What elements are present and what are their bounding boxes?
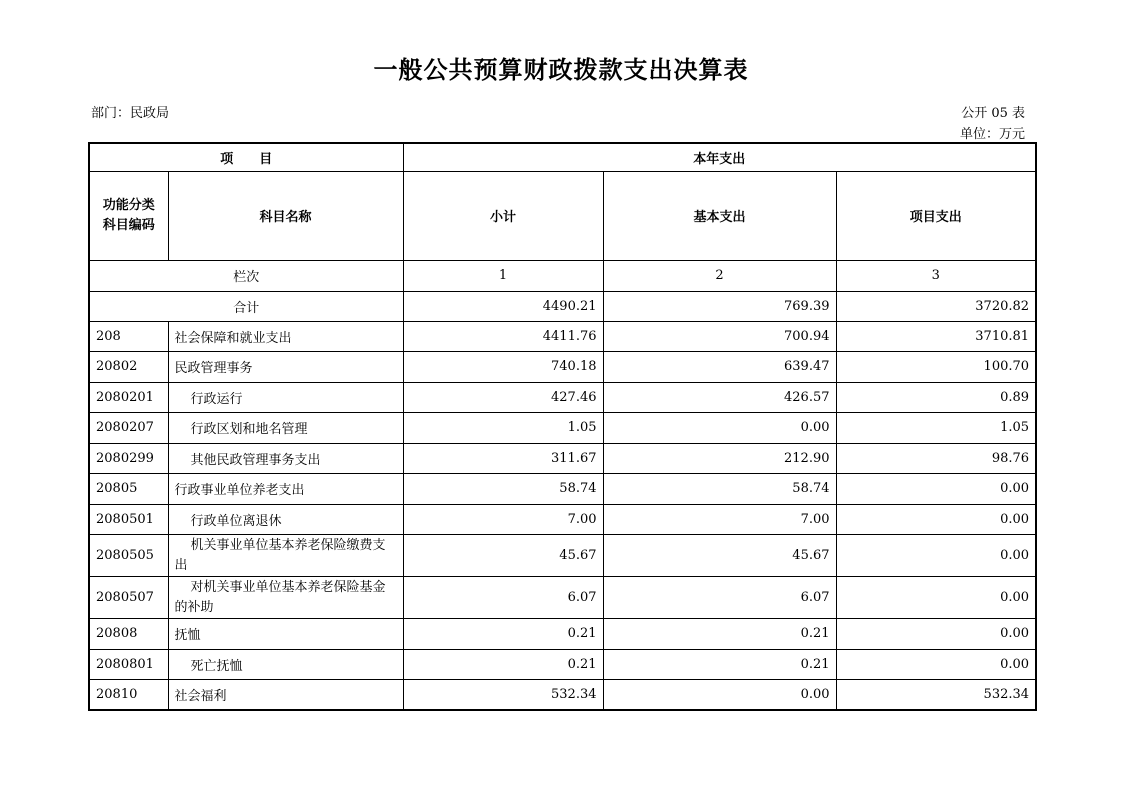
row-code: 208 <box>89 321 168 352</box>
table-row <box>89 649 1036 680</box>
table-row <box>89 577 1036 619</box>
header-code: 功能分类科目编码 <box>89 171 168 260</box>
total-project: 3720.82 <box>836 291 1036 321</box>
row-name: 社会福利 <box>168 680 403 711</box>
row-name: 行政区划和地名管理 <box>168 413 403 444</box>
row-subtotal: 740.18 <box>403 352 603 383</box>
column-index-1: 1 <box>403 260 603 291</box>
row-name: 抚恤 <box>168 619 403 650</box>
row-code: 2080505 <box>89 535 168 577</box>
column-index-3: 3 <box>836 260 1036 291</box>
column-index-2: 2 <box>603 260 836 291</box>
header-item: 项 目 <box>89 143 403 171</box>
form-number: 公开 05 表 <box>961 106 1025 121</box>
row-name: 死亡抚恤 <box>168 649 403 680</box>
row-code: 20805 <box>89 474 168 505</box>
row-basic: 700.94 <box>603 321 836 352</box>
row-basic: 0.00 <box>603 680 836 711</box>
expenditure-table <box>88 142 1037 711</box>
row-subtotal: 311.67 <box>403 443 603 474</box>
row-subtotal: 7.00 <box>403 504 603 535</box>
row-project: 0.00 <box>836 649 1036 680</box>
row-subtotal: 427.46 <box>403 382 603 413</box>
row-code: 2080299 <box>89 443 168 474</box>
table-row <box>89 680 1036 711</box>
total-row <box>89 291 1036 321</box>
row-basic: 7.00 <box>603 504 836 535</box>
row-project: 532.34 <box>836 680 1036 711</box>
row-basic: 6.07 <box>603 577 836 619</box>
row-name: 行政单位离退休 <box>168 504 403 535</box>
row-subtotal: 1.05 <box>403 413 603 444</box>
header-name: 科目名称 <box>168 171 403 260</box>
table-row <box>89 535 1036 577</box>
table-row <box>89 352 1036 383</box>
table-row <box>89 321 1036 352</box>
unit-label: 单位：万元 <box>959 127 1025 142</box>
row-basic: 212.90 <box>603 443 836 474</box>
header-project: 项目支出 <box>836 171 1036 260</box>
row-code: 20802 <box>89 352 168 383</box>
row-basic: 0.00 <box>603 413 836 444</box>
row-name: 其他民政管理事务支出 <box>168 443 403 474</box>
row-code: 20810 <box>89 680 168 711</box>
row-name: 行政运行 <box>168 382 403 413</box>
row-project: 0.00 <box>836 504 1036 535</box>
row-subtotal: 45.67 <box>403 535 603 577</box>
row-project: 1.05 <box>836 413 1036 444</box>
row-subtotal: 0.21 <box>403 619 603 650</box>
row-code: 2080507 <box>89 577 168 619</box>
table-row <box>89 474 1036 505</box>
row-basic: 0.21 <box>603 649 836 680</box>
row-basic: 0.21 <box>603 619 836 650</box>
row-subtotal: 532.34 <box>403 680 603 711</box>
header-row-1 <box>89 143 1036 171</box>
row-code: 2080501 <box>89 504 168 535</box>
row-basic: 45.67 <box>603 535 836 577</box>
row-name: 社会保障和就业支出 <box>168 321 403 352</box>
row-code: 20808 <box>89 619 168 650</box>
row-subtotal: 58.74 <box>403 474 603 505</box>
page-title: 一般公共预算财政拨款支出决算表 <box>373 56 749 84</box>
row-project: 0.00 <box>836 535 1036 577</box>
header-current-year: 本年支出 <box>403 143 1036 171</box>
total-label: 合计 <box>89 291 403 321</box>
row-name: 民政管理事务 <box>168 352 403 383</box>
table-row <box>89 443 1036 474</box>
column-index-row <box>89 260 1036 291</box>
table-row <box>89 382 1036 413</box>
row-basic: 58.74 <box>603 474 836 505</box>
row-project: 98.76 <box>836 443 1036 474</box>
table-row <box>89 413 1036 444</box>
header-subtotal: 小计 <box>403 171 603 260</box>
header-basic: 基本支出 <box>603 171 836 260</box>
row-subtotal: 6.07 <box>403 577 603 619</box>
row-project: 3710.81 <box>836 321 1036 352</box>
row-subtotal: 0.21 <box>403 649 603 680</box>
row-project: 0.00 <box>836 474 1036 505</box>
row-code: 2080801 <box>89 649 168 680</box>
table-row <box>89 504 1036 535</box>
row-subtotal: 4411.76 <box>403 321 603 352</box>
total-basic: 769.39 <box>603 291 836 321</box>
row-project: 0.89 <box>836 382 1036 413</box>
row-project: 0.00 <box>836 577 1036 619</box>
row-basic: 639.47 <box>603 352 836 383</box>
row-name: 机关事业单位基本养老保险缴费支出 <box>168 535 403 577</box>
row-name: 行政事业单位养老支出 <box>168 474 403 505</box>
row-project: 100.70 <box>836 352 1036 383</box>
row-basic: 426.57 <box>603 382 836 413</box>
total-subtotal: 4490.21 <box>403 291 603 321</box>
row-name: 对机关事业单位基本养老保险基金的补助 <box>168 577 403 619</box>
table-row <box>89 619 1036 650</box>
row-code: 2080201 <box>89 382 168 413</box>
department-label: 部门：民政局 <box>91 106 170 121</box>
row-project: 0.00 <box>836 619 1036 650</box>
header-row-2 <box>89 171 1036 260</box>
row-code: 2080207 <box>89 413 168 444</box>
column-index-label: 栏次 <box>89 260 403 291</box>
